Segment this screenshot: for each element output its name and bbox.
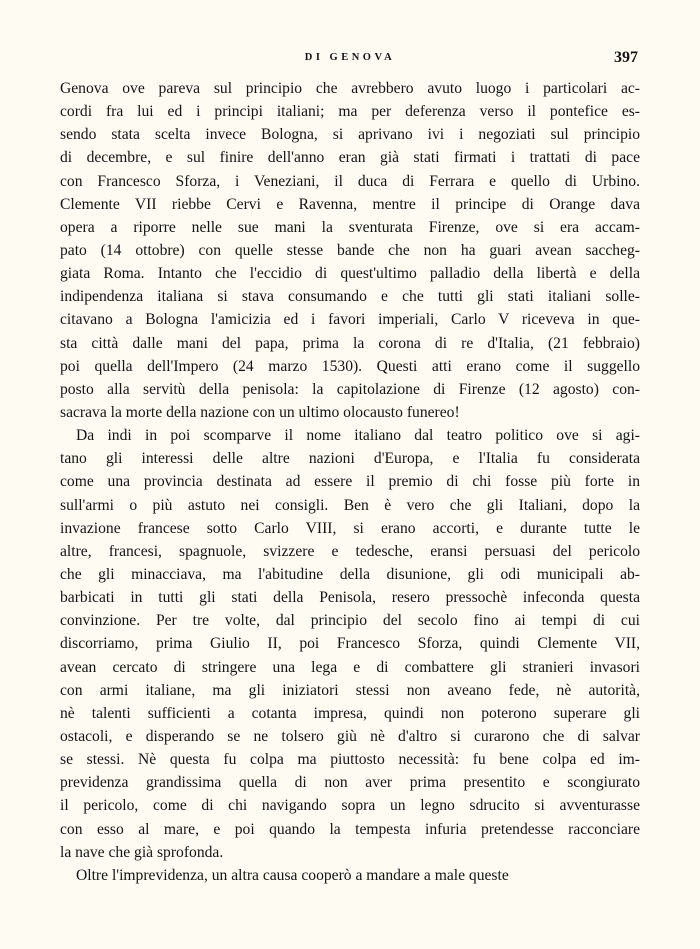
- text-line: come una provincia destinata ad essere il premio di chi fosse più forte in: [60, 473, 640, 491]
- text-line: Oltre l'imprevidenza, un altra causa cooperò a mandare a male queste: [76, 866, 509, 884]
- text-line: sendo stata scelta invece Bologna, si aprivano ivi i negoziati sul principio: [60, 126, 640, 144]
- text-line: di decembre, e sul finire dell'anno eran già stati firmati i trattati di pace: [60, 149, 640, 167]
- text-line: giata Roma. Intanto che l'eccidio di quest'ultimo palladio della libertà e della: [60, 265, 640, 283]
- text-line: previdenza grandissima quella di non aver prima presentito e scongiurato: [60, 774, 640, 792]
- text-line: poi quella dell'Impero (24 marzo 1530). Questi atti erano come il suggello: [60, 357, 640, 375]
- text-line: con Francesco Sforza, i Veneziani, il duca di Ferrara e quello di Urbino.: [60, 172, 640, 190]
- text-line: invazione francese sotto Carlo VIII, si erano accorti, e durante tutte le: [60, 519, 640, 537]
- paragraph: [60, 424, 640, 864]
- text-line: opera a riporre nelle sue mani la sventurata Firenze, ove si era accam-: [60, 218, 640, 236]
- text-line: che gli minacciava, ma l'abitudine della disunione, gli odi municipali ab-: [60, 565, 640, 583]
- text-line: con esso al mare, e poi quando la tempesta infuria pretendesse racconciare: [60, 820, 640, 838]
- text-line: discorriamo, prima Giulio II, poi Francesco Sforza, quindi Clemente VII,: [60, 635, 640, 653]
- paragraph: [60, 864, 640, 887]
- running-head: DI GENOVA: [304, 52, 396, 63]
- text-line: posto alla servitù della penisola: la capitolazione di Firenze (12 agosto) con-: [60, 380, 640, 398]
- text-line: ostacoli, e disperando se ne tolsero giù nè d'altro si curarono che di salvar: [60, 727, 640, 745]
- text-line: sacrava la morte della nazione con un ultimo olocausto funereo!: [60, 403, 460, 421]
- page-header: [60, 49, 640, 72]
- text-line: cordi fra lui ed i principi italiani; ma per deferenza verso il pontefice es-: [60, 103, 640, 121]
- body-text: [60, 77, 640, 887]
- paragraph: [60, 77, 640, 424]
- text-line: tano gli interessi delle altre nazioni d'Europa, e l'Italia fu considerata: [60, 450, 640, 468]
- text-line: sull'armi o più astuto nei consigli. Ben è vero che gli Italiani, dopo la: [60, 496, 640, 514]
- text-line: nè talenti sufficienti a cotanta impresa, quindi non poterono superare gli: [60, 704, 640, 722]
- text-line: Da indi in poi scomparve il nome italiano dal teatro politico ove si agi-: [76, 427, 640, 445]
- text-line: altre, francesi, spagnuole, svizzere e tedesche, eransi persuasi del pericolo: [60, 542, 640, 560]
- text-line: convinzione. Per tre volte, dal principio del secolo fino ai tempi di cui: [60, 612, 640, 630]
- text-line: avean cercato di stringere una lega e di combattere gli stranieri invasori: [60, 658, 640, 676]
- text-line: Clemente VII riebbe Cervi e Ravenna, mentre il principe di Orange dava: [60, 195, 640, 213]
- text-line: citavano a Bologna l'amicizia ed i favori imperiali, Carlo V riceveva in que-: [60, 311, 640, 329]
- text-line: se stessi. Nè questa fu colpa ma piuttosto necessità: fu bene colpa ed im-: [60, 751, 640, 769]
- text-line: con armi italiane, ma gli iniziatori stessi non aveano fede, nè autorità,: [60, 681, 640, 699]
- text-line: indipendenza italiana si stava consumando e che tutti gli stati italiani solle-: [60, 288, 640, 306]
- text-line: la nave che già sprofonda.: [60, 843, 224, 861]
- text-line: pato (14 ottobre) con quelle stesse bande che non ha guari avean saccheg-: [60, 241, 640, 259]
- text-line: sta città dalle mani del papa, prima la corona di re d'Italia, (21 febbraio): [60, 334, 640, 352]
- text-line: il pericolo, come di chi navigando sopra un legno sdrucito si avventurasse: [60, 797, 640, 815]
- text-line: Genova ove pareva sul principio che avrebbero avuto luogo i particolari ac-: [60, 80, 640, 97]
- text-line: barbicati in tutti gli stati della Penisola, resero pressochè infeconda questa: [60, 589, 640, 607]
- page-number: 397: [614, 49, 638, 66]
